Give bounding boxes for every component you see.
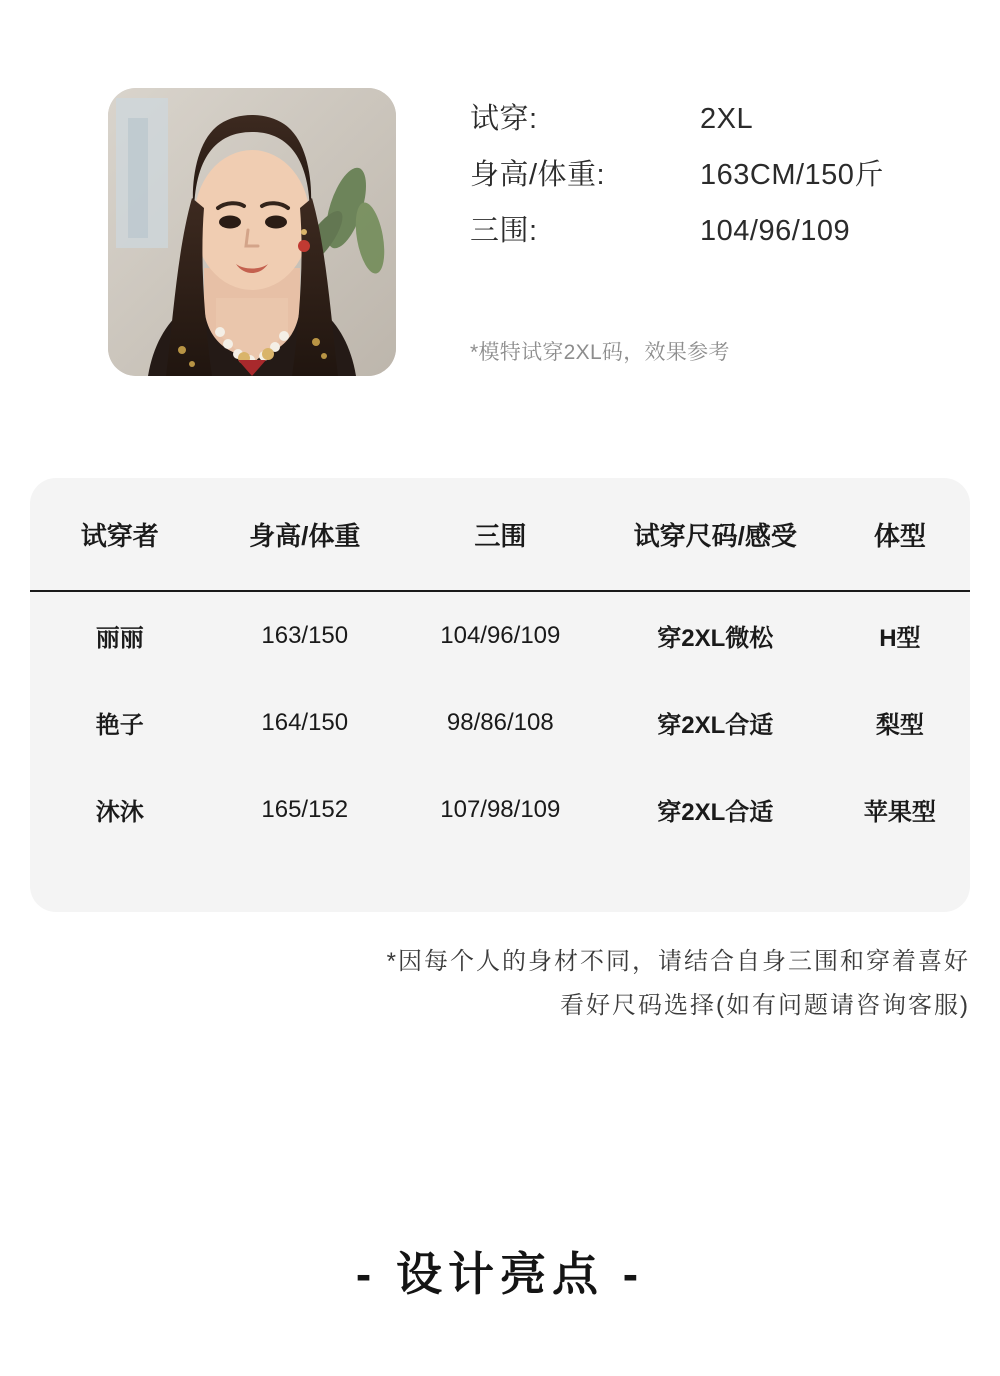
- table-header-size-feel: 试穿尺码/感受: [601, 478, 830, 591]
- spec-value-measurements: 104/96/109: [700, 215, 851, 247]
- size-footnote: [40, 940, 970, 1028]
- cell-height-weight: 164/150: [261, 708, 349, 736]
- table-row: [30, 679, 970, 766]
- cell-size-feel: 穿2XL合适: [657, 799, 774, 826]
- spec-label-measurements: 三围:: [470, 215, 538, 247]
- model-info-block: [0, 78, 1000, 398]
- size-table-panel: [30, 478, 970, 912]
- section-title-design-highlights: - 设计亮点 -: [355, 1248, 645, 1300]
- spec-value-height-weight: 163CM/150斤: [700, 159, 884, 191]
- cell-body-type: 苹果型: [863, 799, 936, 826]
- cell-name: 沐沐: [95, 799, 144, 826]
- table-header-body-type: 体型: [830, 478, 970, 591]
- size-footnote-line-1: *因每个人的身材不同，请结合自身三围和穿着喜好: [386, 948, 970, 975]
- cell-measurements: 104/96/109: [440, 621, 561, 649]
- cell-name: 丽丽: [95, 625, 144, 652]
- model-portrait-image: [108, 88, 396, 376]
- spec-value-try-size: 2XL: [700, 103, 754, 135]
- cell-size-feel: 穿2XL合适: [657, 712, 774, 739]
- cell-body-type: H型: [879, 625, 921, 652]
- spec-row-try-size: [470, 96, 940, 152]
- cell-body-type: 梨型: [875, 712, 924, 739]
- cell-name: 艳子: [95, 712, 144, 739]
- table-header-height-weight: 身高/体重: [210, 478, 400, 591]
- model-note: *模特试穿2XL码，效果参考: [470, 341, 730, 364]
- cell-measurements: 107/98/109: [440, 795, 561, 823]
- model-spec-list: [470, 96, 940, 264]
- spec-label-try-size: 试穿:: [470, 103, 538, 135]
- spec-row-measurements: [470, 208, 940, 264]
- spec-label-height-weight: 身高/体重:: [470, 159, 606, 191]
- cell-measurements: 98/86/108: [446, 708, 554, 736]
- size-table: [30, 478, 970, 853]
- table-row: [30, 766, 970, 853]
- cell-height-weight: 163/150: [261, 621, 349, 649]
- cell-size-feel: 穿2XL微松: [657, 625, 774, 652]
- table-header-row: [30, 478, 970, 591]
- table-row: [30, 591, 970, 679]
- model-photo: [108, 88, 396, 376]
- cell-height-weight: 165/152: [261, 795, 349, 823]
- size-footnote-line-2: 看好尺码选择(如有问题请咨询客服): [560, 992, 970, 1019]
- spec-row-height-weight: [470, 152, 940, 208]
- table-header-measurements: 三围: [400, 478, 601, 591]
- table-header-name: 试穿者: [30, 478, 210, 591]
